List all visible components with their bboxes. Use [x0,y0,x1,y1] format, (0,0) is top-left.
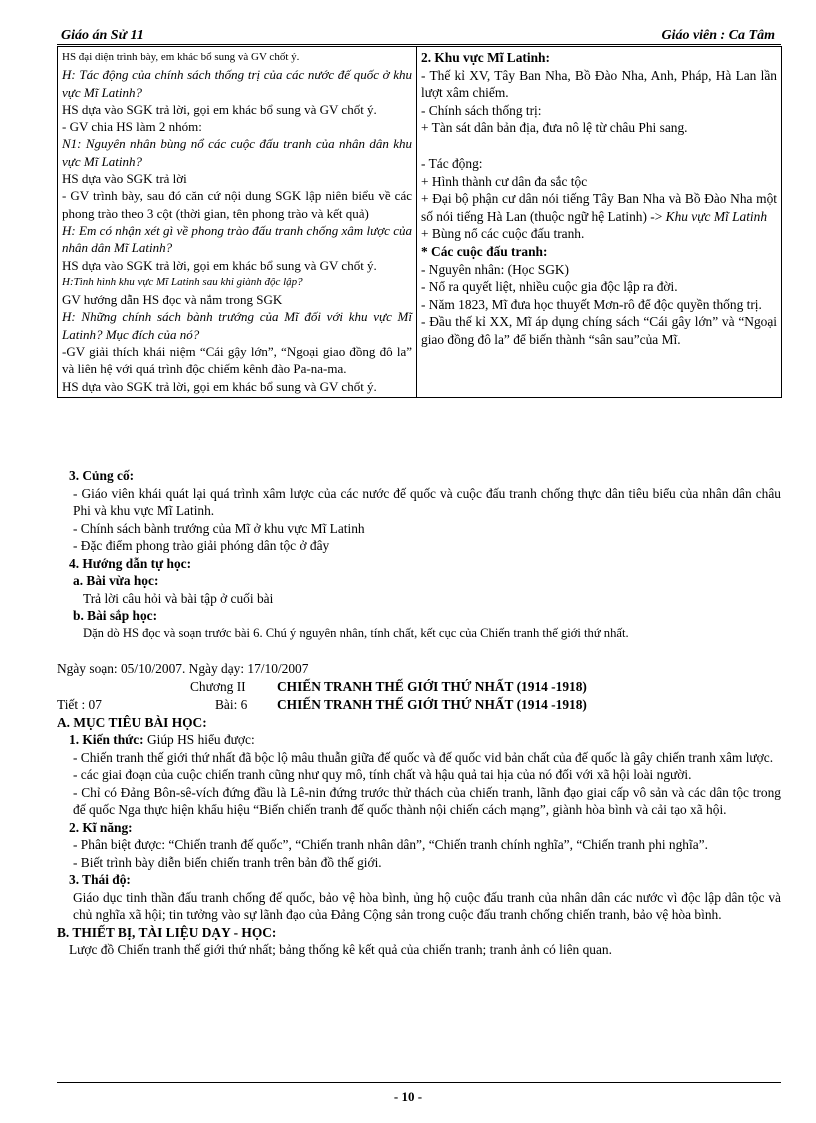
consolidation-item: - Chính sách bành trướng của Mĩ ở khu vực Mĩ Latinh [73,520,365,536]
knowledge-item: - Chỉ có Đảng Bôn-sê-vích đứng đầu là Lê-nin đứng trước thử thách của chiến tranh, lãnh đạo giai cấp vô sản và các dân tộc trong đế quốc Nga thực hiện khẩu hiệu “Biến chiến tranh đế quốc thành nội chiến cách mạng”, giành hòa bình và cải tạo xã hội. [73,784,781,817]
section-consolidation-title: 3. Củng cố: [69,468,135,483]
section-objectives-title: A. MỤC TIÊU BÀI HỌC: [57,714,207,730]
knowledge-line [57,731,781,749]
lesson-line [57,696,781,714]
content-text: - Đầu thế kỉ XX, Mĩ áp dụng chíng sách “Cái gây lớn” và “Ngoại giao đồng đô la” để biến thành “sân sau”của Mĩ. [421,314,777,347]
skills-item: - Biết trình bày diễn biến chiến tranh trên bản đồ thế giới. [73,854,382,870]
header-rule [57,44,781,45]
activity-question: H: Những chính sách bành trướng của Mĩ đối với khu vực Mĩ Latinh? Mục đích của nó? [62,309,412,342]
activity-text: GV hướng dẫn HS đọc và nắm trong SGK [62,292,283,308]
attitude-title: 3. Thái độ: [69,872,131,887]
activity-text: HS dựa vào SGK trả lời [62,171,187,187]
footer-rule [57,1082,781,1083]
period-label: Tiết : 07 [57,696,102,712]
knowledge-item: - các giai đoạn của cuộc chiến tranh cũng như quy mô, tính chất và hậu quả tai hịa của nó đối với xã hội loài người. [73,767,692,782]
page-number: - 10 - [393,1089,423,1104]
lesson-label: Bài: 6 [215,696,248,712]
previous-lesson-title: a. Bài vừa học: [73,573,159,588]
content-text: + Hình thành cư dân đa sắc tộc [421,173,588,189]
content-heading: * Các cuộc đấu tranh: [421,243,548,259]
skills-item: - Phân biệt được: “Chiến tranh đế quốc”, “Chiến tranh nhân dân”, “Chiến tranh chính nghĩa”, “Chiến tranh phi nghĩa”. [73,837,708,852]
page-header [57,27,781,45]
content-text: - Thế kỉ XV, Tây Ban Nha, Bồ Đào Nha, Anh, Pháp, Hà Lan lần lượt xâm chiếm. [421,67,777,101]
knowledge-intro: Giúp HS hiểu được: [143,732,255,747]
activity-text: HS dựa vào SGK trả lời, gọi em khác bổ sung và GV chốt ý. [62,257,377,273]
content-text: - Chính sách thống trị: [421,102,542,118]
materials-text: Lược đồ Chiến tranh thế giới thứ nhất; bảng thống kê kết quả của chiến tranh; tranh ảnh có liên quan. [69,942,612,957]
header-subject: Giáo án Sử 11 [61,28,144,43]
next-lesson-text: Dặn dò HS đọc và soạn trước bài 6. Chú ý nguyên nhân, tính chất, kết cục của Chiến tranh thế giới thứ nhất. [83,625,629,640]
content-text [421,190,777,225]
header-teacher: Giáo viên : Ca Tâm [661,28,775,43]
previous-lesson-text: Trả lời câu hỏi và bài tập ở cuối bài [83,590,274,606]
lesson-table [57,46,782,398]
content-text-emphasis: Khu vực Mĩ Latinh [665,208,768,224]
section-self-study-title: 4. Hướng dẫn tự học: [69,555,192,571]
content-text: - Tác động: [421,155,483,171]
activity-text: - GV chia HS làm 2 nhóm: [62,119,202,135]
content-text: + Bùng nổ các cuộc đấu tranh. [421,226,585,242]
chapter-label: Chương II [190,678,246,694]
activity-question: H: Tác động của chính sách thống trị của các nước đế quốc ở khu vực Mĩ Latinh? [62,67,412,100]
content-text-part: + Đại bộ phận cư dân nói tiếng Tây Ban Nha và Bồ Đào Nha một số nói tiếng Hà Lan (thuộc ngữ hệ Latinh) -> [421,191,777,224]
activity-question: H: Em có nhận xét gì về phong trào đấu tranh chống xâm lược của nhân dân Mĩ Latinh? [62,222,412,256]
chapter-line [57,678,781,696]
spacer [421,137,777,155]
content-text: - Nổ ra quyết liệt, nhiều cuộc gia độc lập ra đời. [421,279,678,295]
attitude-text: Giáo dục tinh thần đấu tranh chống đế quốc, bảo vệ hòa bình, ủng hộ cuộc đấu tranh của nhân dân các nước vì độc lập dân tộc và chủ nghĩa xã hội; tin tưởng vào sự lãnh đạo của Đảng Cộng sản trong cuộc đấu tranh chống chiến tranh, bảo vệ hòa bình. [73,889,781,922]
consolidation-item: - Đặc điểm phong trào giải phóng dân tộc ở đây [73,538,330,553]
chapter-title: CHIẾN TRANH THẾ GIỚI THỨ NHẤT (1914 -1918) [277,678,587,694]
activity-text: HS dựa vào SGK trả lời, gọi em khác bổ sung và GV chốt ý. [62,101,377,117]
activity-text: -GV giải thích khái niệm “Cái gậy lớn”, “Ngoại giao đồng đô la” và liên hệ với quá trình độc chiếm kênh đào Pa-na-ma. [62,344,412,377]
next-lesson-title: b. Bài sắp học: [73,608,158,623]
teacher-student-activities [58,47,417,398]
section-materials-title: B. THIẾT BỊ, TÀI LIỆU DẠY - HỌC: [57,924,277,940]
knowledge-item: - Chiến tranh thế giới thứ nhất đã bộc lộ mâu thuẫn giữa đế quốc và đế quốc vid bản chất của đế quốc là gây chiến tranh xâm lược. [73,749,774,765]
lesson-body [57,467,781,959]
content-heading: 2. Khu vực Mĩ Latinh: [421,50,550,65]
activity-text: HS đại diện trình bày, em khác bổ sung và GV chốt ý. [62,51,300,63]
activity-question: H:Tình hình khu vực Mĩ Latinh sau khi giành độc lập? [62,275,303,288]
spacer [57,642,781,660]
activity-text: HS dựa vào SGK trả lời, gọi em khác bổ sung và GV chốt ý. [62,378,377,394]
consolidation-item: - Giáo viên khái quát lại quá trình xâm lược của các nước đế quốc và cuộc đấu tranh chống thực dân tiêu biểu của nhân dân châu Phi và khu vực Mĩ Latinh. [73,485,781,518]
content-text: + Tàn sát dân bản địa, đưa nô lệ từ châu Phi sang. [421,120,688,136]
lesson-title: CHIẾN TRANH THẾ GIỚI THỨ NHẤT (1914 -1918) [277,696,587,712]
lesson-content [417,47,782,398]
content-text: - Nguyên nhân: (Học SGK) [421,261,570,277]
skills-title: 2. Kĩ năng: [69,819,133,835]
knowledge-title: 1. Kiến thức: [69,732,144,747]
activity-question: N1: Nguyên nhân bùng nổ các cuộc đấu tranh của nhân dân khu vực Mĩ Latinh? [62,136,412,169]
lesson-dates: Ngày soạn: 05/10/2007. Ngày dạy: 17/10/2007 [57,661,309,676]
content-text: - Năm 1823, Mĩ đưa học thuyết Mơn-rô để độc quyền thống trị. [421,296,762,312]
activity-text: - GV trình bày, sau đó căn cứ nội dung SGK lập niên biểu về các phong trào theo 3 cột (thời gian, tên phong trào và kết quả) [62,188,412,221]
